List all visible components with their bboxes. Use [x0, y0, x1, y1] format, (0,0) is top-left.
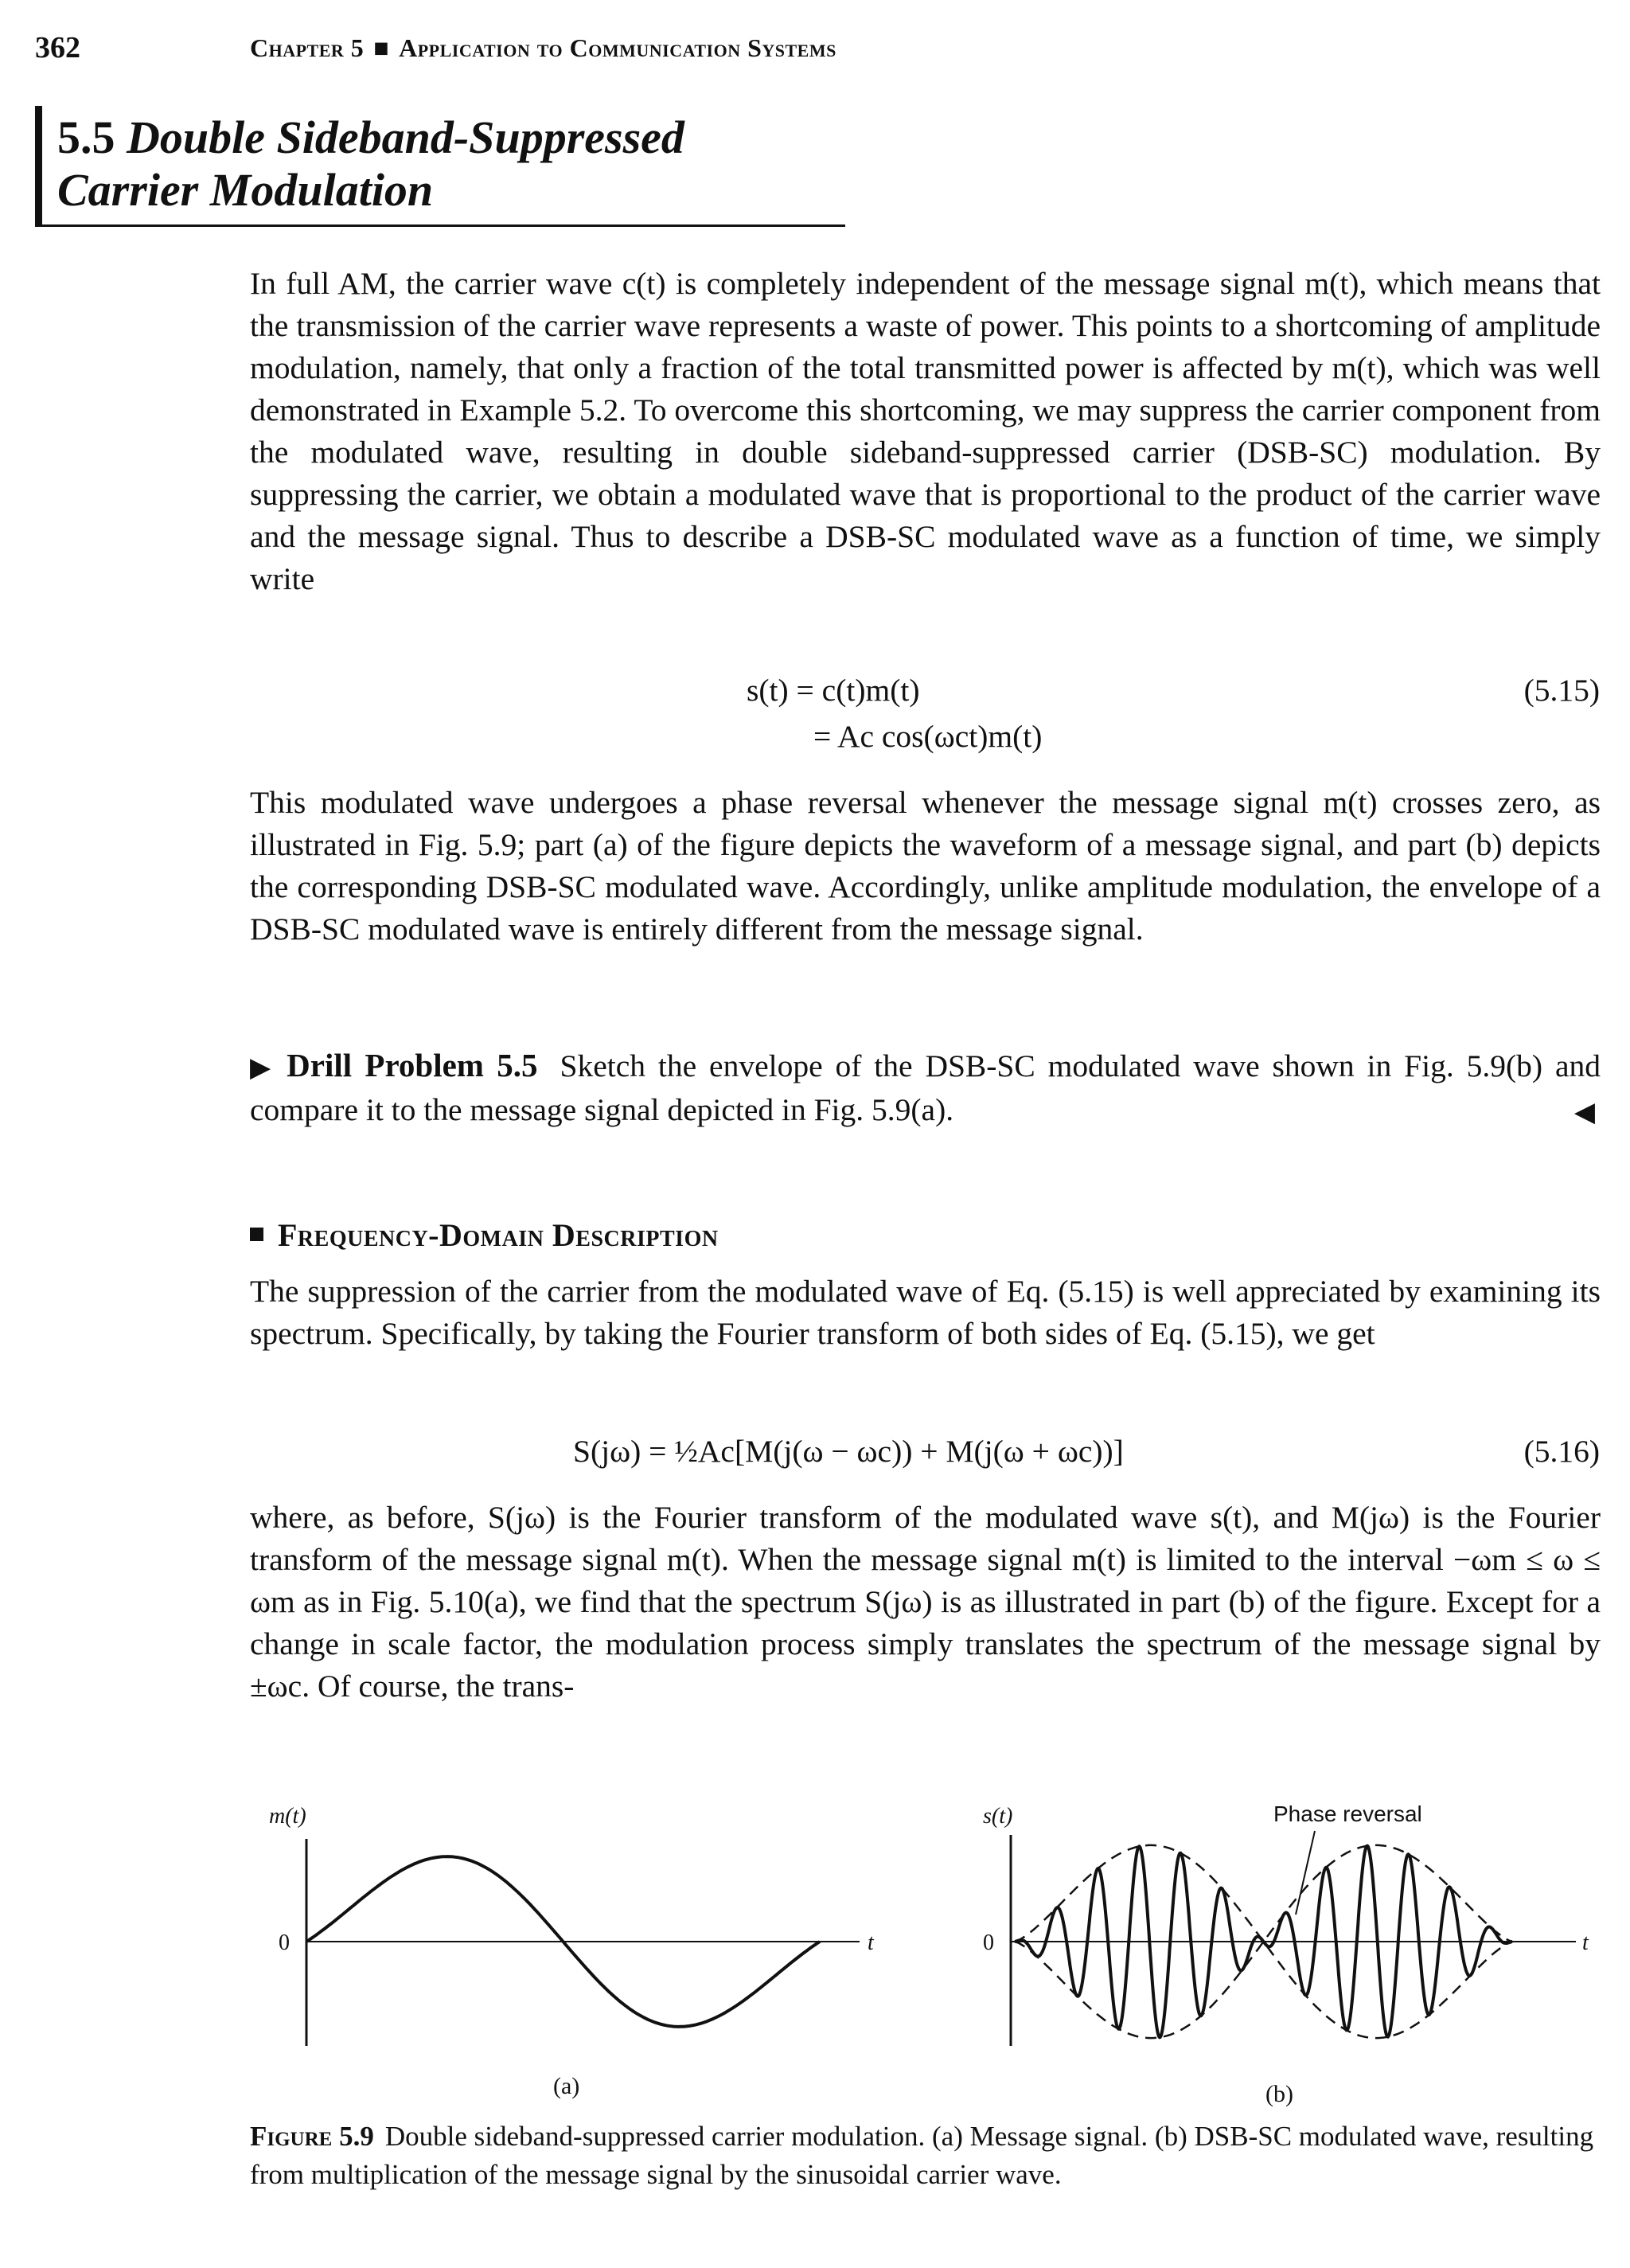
- drill-end-marker: ◀: [1573, 1098, 1595, 1127]
- figure-caption: [250, 2118, 1601, 2194]
- figure-caption-text: Double sideband-suppressed carrier modulation. (a) Message signal. (b) DSB-SC modulated wave, resulting from multiplication of the message signal by the sinusoidal carrier wave.: [250, 2121, 1594, 2190]
- equation-5-15-number: (5.15): [1523, 673, 1600, 708]
- drill-text: Sketch the envelope of the DSB-SC modulated wave shown in Fig. 5.9(b) and compare it to the message signal depicted in Fig. 5.9(a).: [250, 1048, 1601, 1127]
- separator-square: ■: [373, 33, 390, 62]
- subsection-title: Frequency-Domain Description: [278, 1217, 719, 1253]
- panel-a-xlabel: t: [868, 1930, 874, 1955]
- panel-a-ylabel: m(t): [269, 1804, 306, 1829]
- equation-5-16-number: (5.16): [1523, 1434, 1600, 1469]
- panel-b-xlabel: t: [1582, 1930, 1589, 1955]
- panel-a-zero-label: 0: [279, 1930, 290, 1955]
- section-title-line1: Double Sideband-Suppressed: [127, 111, 684, 163]
- equation-5-15-line2: = Ac cos(ωct)m(t): [813, 719, 1043, 754]
- section-rule: [35, 224, 845, 227]
- section-number: 5.5: [57, 111, 115, 163]
- drill-problem: [250, 1044, 1601, 1131]
- running-head: [35, 30, 1582, 70]
- panel-b-ylabel: s(t): [983, 1804, 1013, 1829]
- page-number: 362: [35, 31, 80, 64]
- subsection-square-icon: [250, 1228, 263, 1241]
- section-title-line2: Carrier Modulation: [57, 164, 434, 216]
- panel-b-tag: (b): [1265, 2081, 1293, 2107]
- paragraph-spectrum: The suppression of the carrier from the modulated wave of Eq. (5.15) is well appreciated by examining its spectrum. Specifically, by taking the Fourier transform of both sides of Eq. (5.15), we get: [250, 1274, 1601, 1351]
- figure-5-9: [239, 1763, 1608, 2122]
- equation-5-15-line1: s(t) = c(t)m(t): [747, 673, 920, 708]
- panel-b-zero-label: 0: [983, 1930, 994, 1955]
- figure-5-9-svg: [239, 1763, 1608, 2122]
- chapter-heading: [250, 33, 836, 63]
- paragraph-intro: In full AM, the carrier wave c(t) is completely independent of the message signal m(t), which means that the transmission of the carrier wave represents a waste of power. This points to a shortcoming of amplitude modulation, namely, that only a fraction of the total transmitted power is affected by m(t), which was well demonstrated in Example 5.2. To overcome this shortcoming, we may suppress the carrier component from the modulated wave, resulting in double sideband-suppressed carrier (DSB-SC) modulation. By suppressing the carrier, we obtain a modulated wave that is proportional to the product of the carrier wave and the message signal. Thus to describe a DSB-SC modulated wave as a function of time, we simply write: [250, 266, 1601, 596]
- paragraph-fourier: where, as before, S(jω) is the Fourier transform of the modulated wave s(t), and M(jω) is the Fourier transform of the message signal m(t). When the message signal m(t) is limited to the interval −ωm ≤ ω ≤ ωm as in Fig. 5.10(a), we find that the spectrum S(jω) is as illustrated in part (b) of the figure. Except for a change in scale factor, the modulation process simply translates the spectrum of the message signal by ±ωc. Of course, the trans-: [250, 1500, 1601, 1704]
- phase-reversal-pointer: [1296, 1831, 1315, 1915]
- equation-5-16: S(jω) = ½Ac[M(j(ω − ωc)) + M(j(ω + ωc))]: [573, 1434, 1124, 1469]
- panel-a-tag: (a): [553, 2073, 580, 2099]
- section-title: [57, 111, 684, 217]
- section-bar: [35, 106, 42, 225]
- figure-caption-label: Figure 5.9: [250, 2121, 374, 2152]
- phase-reversal-label: Phase reversal: [1273, 1802, 1422, 1826]
- drill-start-marker: ▶: [250, 1053, 276, 1083]
- subsection-heading: [250, 1216, 719, 1254]
- chapter-label: Chapter 5: [250, 33, 365, 62]
- drill-label: Drill Problem 5.5: [287, 1047, 538, 1083]
- chapter-title: Application to Communication Systems: [399, 33, 836, 62]
- paragraph-phase-reversal: This modulated wave undergoes a phase reversal whenever the message signal m(t) crosses zero, as illustrated in Fig. 5.9; part (a) of the figure depicts the waveform of a message signal, and part (b) depicts the corresponding DSB-SC modulated wave. Accordingly, unlike amplitude modulation, the envelope of a DSB-SC modulated wave is entirely different from the message signal.: [250, 785, 1601, 947]
